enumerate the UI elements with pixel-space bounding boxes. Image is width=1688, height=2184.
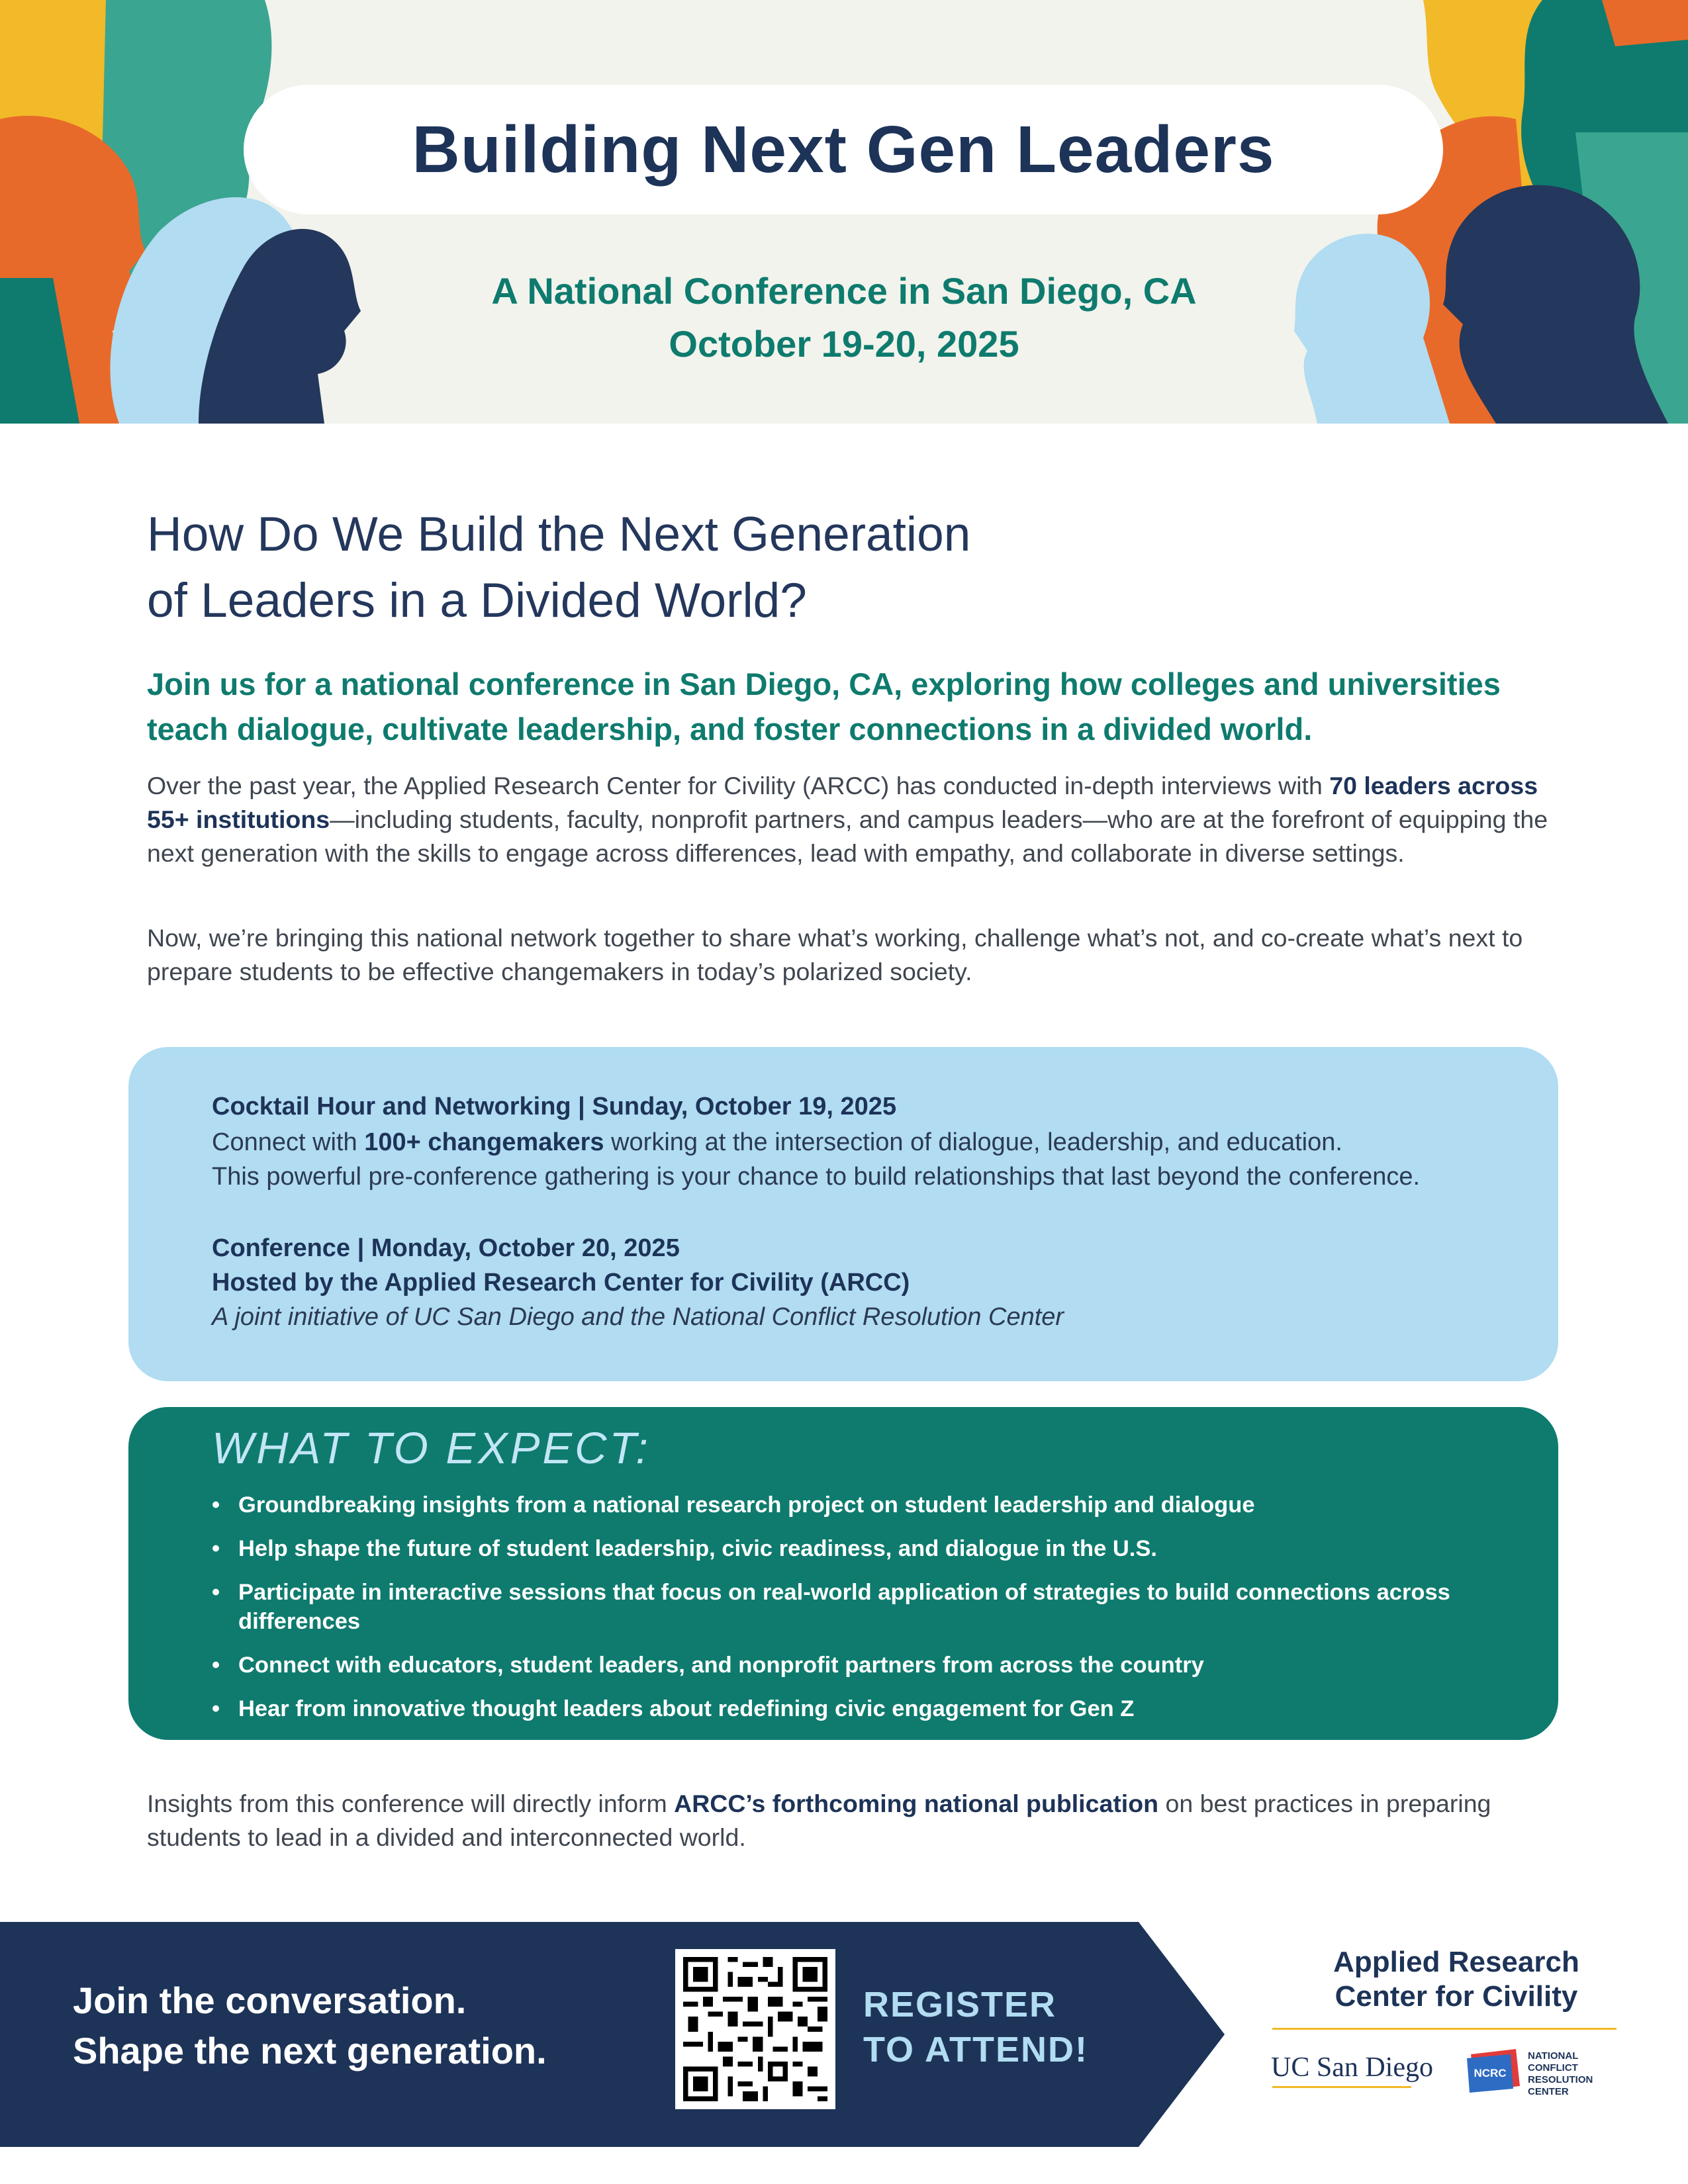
- closing-paragraph: [147, 1787, 1577, 1854]
- ncrc-line: CONFLICT: [1528, 2062, 1578, 2073]
- conference-subtitle: [331, 265, 1357, 371]
- subtitle-dates: October 19-20, 2025: [669, 323, 1019, 365]
- expect-list: [212, 1490, 1523, 1738]
- intro-question: [147, 502, 1338, 634]
- cta-line: Shape the next generation.: [73, 2030, 547, 2071]
- conference-host: Hosted by the Applied Research Center for Civility (ARCC): [212, 1269, 910, 1297]
- expect-item: • Connect with educators, student leaders, and nonprofit partners from across the country: [212, 1651, 1523, 1680]
- body-paragraph-network: Now, we’re bringing this national network together to share what’s working, challenge what’s not, and co-create what’s next to prepare students to be effective changemakers in today’s polarized society.: [147, 924, 1523, 985]
- lead-line: Join us for a national conference in San Diego, CA, exploring how colleges and universities: [147, 666, 1501, 702]
- conference-title: Conference | Monday, October 20, 2025: [212, 1234, 680, 1262]
- ncrc-line: CENTER: [1528, 2086, 1569, 2097]
- cocktail-hour-title: Cocktail Hour and Networking | Sunday, October 19, 2025: [212, 1093, 897, 1120]
- p1-text-start: Over the past year, the Applied Research Center for Civility (ARCC) has conducted in-depth interviews with: [147, 772, 1330, 799]
- subtitle-location: A National Conference in San Diego, CA: [491, 270, 1197, 312]
- cta-line: Join the conversation.: [73, 1979, 467, 2021]
- logo-divider: [1272, 2028, 1617, 2030]
- expect-item: • Participate in interactive sessions that focus on real-world application of strategies to build connections across differences: [212, 1578, 1523, 1636]
- expect-title: WHAT TO EXPECT:: [212, 1424, 651, 1473]
- closing-highlight: ARCC’s forthcoming national publication: [674, 1790, 1159, 1817]
- lead-paragraph: [147, 662, 1583, 752]
- body-paragraph-research: [147, 769, 1577, 870]
- register-link[interactable]: REGISTER: [863, 1985, 1057, 2025]
- conference-joint-initiative: A joint initiative of UC San Diego and the National Conflict Resolution Center: [212, 1303, 1064, 1331]
- cocktail-hour-description: [212, 1125, 1536, 1160]
- expect-item: • Groundbreaking insights from a national research project on student leadership and dialogue: [212, 1490, 1523, 1520]
- cocktail-highlight: 100+ changemakers: [364, 1128, 604, 1156]
- cocktail-text-start: Connect with: [212, 1128, 365, 1156]
- cocktail-text-end: working at the intersection of dialogue, leadership, and education.: [604, 1128, 1342, 1156]
- ncrc-badge-text: NCRC: [1474, 2067, 1507, 2079]
- arcc-logo-text: Applied Research: [1333, 1946, 1579, 1978]
- p1-highlight: 70 leaders across 55+ institutions: [147, 772, 1538, 833]
- ucsd-logo: UC San Diego: [1271, 2052, 1433, 2083]
- question-line: of Leaders in a Divided World?: [147, 574, 807, 627]
- p1-text-end: —including students, faculty, nonprofit partners, and campus leaders—who are at the forefront of equipping the next generation with the skills to engage across differences, lead with empathy, and collaborate in diverse settings.: [147, 805, 1548, 867]
- ncrc-line: RESOLUTION: [1528, 2074, 1593, 2085]
- expect-item: • Hear from innovative thought leaders about redefining civic engagement for Gen Z: [212, 1694, 1523, 1723]
- ncrc-logo-text: [1528, 2050, 1593, 2098]
- page-title: Building Next Gen Leaders: [412, 112, 1275, 187]
- cocktail-hour-detail: This powerful pre-conference gathering is your chance to build relationships that last beyond the conference.: [212, 1163, 1421, 1191]
- qr-code-icon: [683, 1957, 827, 2101]
- lead-line: teach dialogue, cultivate leadership, and foster connections in a divided world.: [147, 711, 1313, 747]
- register-link[interactable]: TO ATTEND!: [863, 2030, 1088, 2070]
- ncrc-logo-icon: [1464, 2045, 1523, 2098]
- ucsd-logo-underline: [1272, 2086, 1411, 2088]
- ncrc-line: NATIONAL: [1528, 2050, 1579, 2062]
- register-qr-code[interactable]: [675, 1949, 835, 2109]
- closing-text-start: Insights from this conference will directly inform: [147, 1790, 675, 1817]
- closing-text-end: on best practices in preparing students to lead in a divided and interconnected world.: [147, 1790, 1491, 1851]
- expect-item: • Help shape the future of student leadership, civic readiness, and dialogue in the U.S.: [212, 1534, 1523, 1563]
- arcc-logo-text: Center for Civility: [1335, 1980, 1578, 2013]
- question-line: How Do We Build the Next Generation: [147, 508, 971, 561]
